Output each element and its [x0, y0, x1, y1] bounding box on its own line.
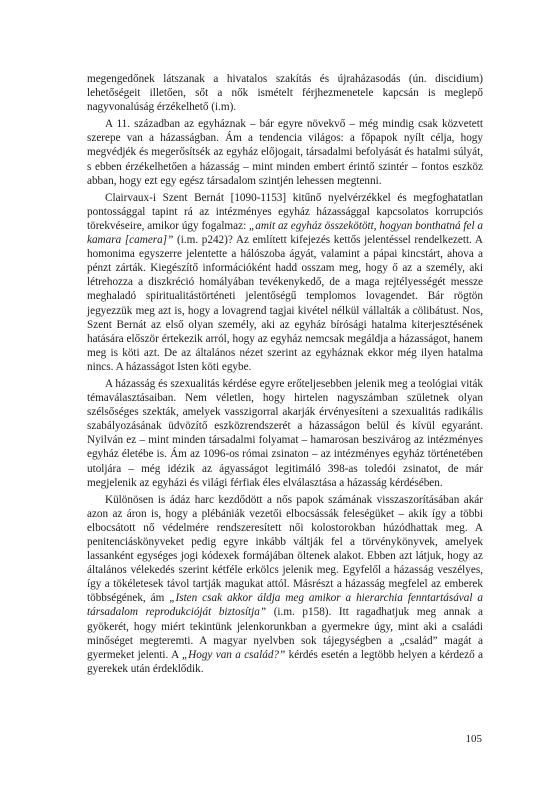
text-run: Különösen is ádáz harc kezdődött a nős papok számának visszaszorításában akár azon az áron is, hogy a plébániák vezetői elbocsássák feleségüket – akik így a többi elbocsátott nő védelmére rendszeresített női kolostorokban húzódhattak meg. A penitenciáskönyveket pedig egyre inkább váltják fel a törvénykönyvek, amelyek lassanként egységes jogi kódexek formájában öltenek alakot. Ebben azt látjuk, hogy az általános vélekedés szerint kétféle erkölcs jelenik meg. Egyfelől a házasság veszélyes, így a tökéletesek távol tartják magukat attól. Másrészt a házasság megfelel az emberek többségének, ám: [87, 493, 483, 605]
quotation-italic: „Isten csak akkor áldja meg amikor a hierarchia fenntartásával a társadalom reprodukcióját biztosítja”: [87, 592, 483, 619]
paragraph: [87, 191, 483, 374]
text-run: (i.m. p242)? Az említett kifejezés kettős jelentéssel rendelkezett. A homonima egyszerre jelentette a hálószoba ágyát, valamint a pápai kincstárt, ahova a pénzt zárták. Kiegészítő információként hadd osszam meg, hogy ő az a személy, aki létrehozza a diszkréció homályában tevékenykedő, de a maga rejtélyességét messze meghaladó spiritualitástörténeti jelentőségű templomos lovagendet. Bár rögtön jegyezzük meg azt is, hogy a lovagrend tagjai kivétel nélkül vállalták a cölibátust. Nos, Szent Bernát az első olyan személy, aki az egyház bírósági hatalma kiterjesztésének hatására először értekezik arról, hogy az egyház nemcsak megáldja a házasságot, hanem meg is köti azt. De az általános nézet szerint az egyháznak ekkor még ilyen hatalma nincs. A házasságot Isten köti egybe.: [87, 234, 483, 373]
paragraph: [87, 377, 483, 490]
text-run: megengedőnek látszanak a hivatalos szakítás és újraházasodás (ún. discidium) lehetőségeit illetően, sőt a nők ismételt férjhezmenetele kapcsán is meglepő nagyvonalúság érzékelhető (i.m).: [87, 73, 483, 114]
text-run: Clairvaux-i Szent Bernát [1090-1153] kitűnő nyelvérzékkel és megfoghatatlan pontossággal tapint rá az intézményes egyház házassággal kapcsolatos korrupciós törekvéseire, amikor úgy fogalmaz:: [87, 191, 483, 232]
paragraph: [87, 117, 483, 187]
paragraph: [87, 72, 483, 114]
paragraph: [87, 493, 483, 676]
quotation-italic: „Hogy van a család?”: [181, 648, 286, 661]
text-run: A 11. században az egyháznak – bár egyre növekvő – még mindig csak közvetett szerepe van a házasságban. Ám a tendencia világos: a főpapok nyílt célja, hogy megvédjék és megerősítsék az egyház előjogait, társadalmi befolyását és hatalmi súlyát, s ebben érzékelhetően a házasság – mint minden embert érintő szintér – fontos eszköz abban, hogy ezt egy egész társadalom szintjén lehessen megtenni.: [87, 118, 483, 187]
page-number: 105: [465, 733, 482, 745]
quotation-italic: „amit az egyház összekötött, hogyan bonthatná fel a kamara [camera]”: [87, 219, 483, 247]
text-run: (i.m. p158). Itt ragadhatjuk meg annak a gyökerét, hogy miért tekintünk jelenkorunkban a gyermekre úgy, mint aki a családi minőséget megteremti. A magyar nyelvben sok tájegységben a „család” magát a gyermeket jelenti. A: [87, 606, 484, 661]
text-run: kérdés esetén a legtöbb helyen a kérdező a gyerekek után érdeklődik.: [87, 648, 484, 675]
text-run: A házasság és szexualitás kérdése egyre erőteljesebben jelenik meg a teológiai viták témaválasztásaiban. Nem véletlen, hogy hirtelen nagyszámban születnek olyan szélsőséges szekták, amelyek vasszigorral akarják érvényesíteni a szexualitás radikális szabályozásának üdvözítő eszközrendszerét a házasságon belül és kívül egyaránt. Nyilván ez – mint minden társadalmi folyamat – hamarosan beszivárog az intézményes egyház életébe is. Ám az 1096-os római zsinaton – az intézményes egyház történetében utoljára – még idézik az ágyasságot legitimáló 398-as toledói zsinatot, de már megjelenik az egyházi és világi férfiak éles elválasztása a házasság kérdésében.: [87, 377, 483, 489]
body-text: [87, 72, 483, 679]
